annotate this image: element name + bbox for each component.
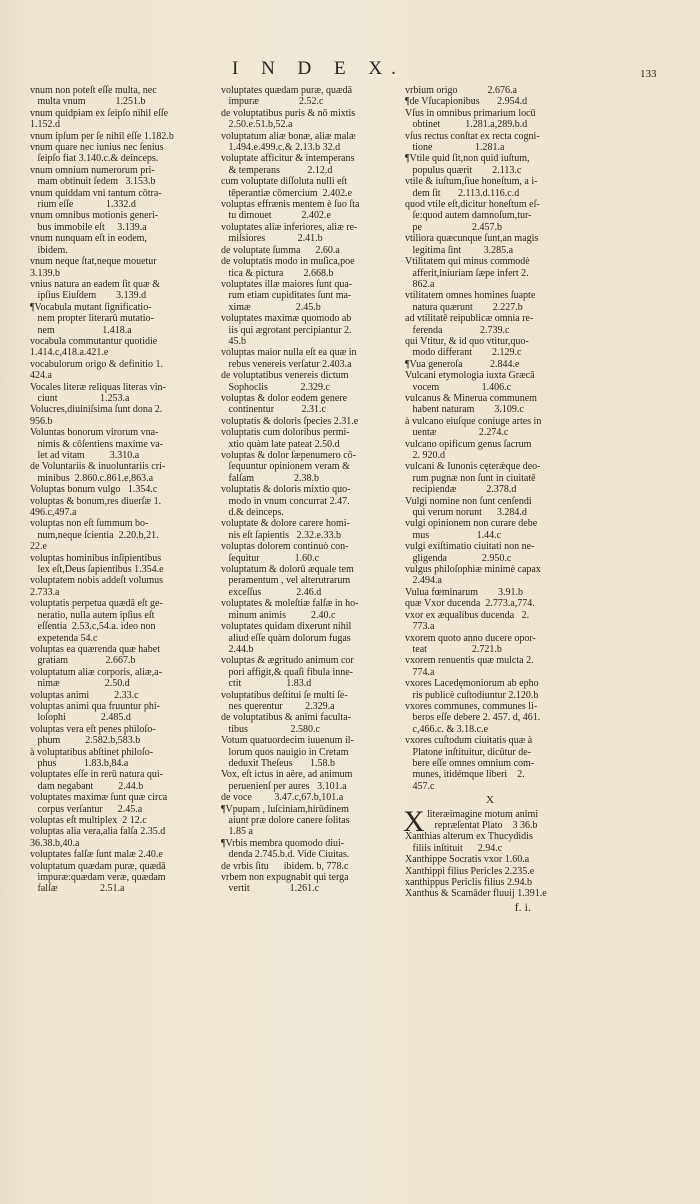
index-entry: ¶Vpupam , luſciniam,hirūdinem: [221, 803, 349, 815]
index-entry: rebus venereis verſatur 2.403.a: [221, 358, 352, 370]
index-entry: nem propter literarū mutatio-: [30, 313, 154, 325]
index-entry: peramentum , vel alterutrarum: [221, 575, 351, 587]
index-entry: Vulcani etymologia iuxta Græcā: [405, 370, 535, 382]
index-entry: bus immobile eſt 3.139.a: [30, 221, 147, 233]
index-entry: 1.85 a: [221, 826, 253, 838]
index-entry: vulcani & Iunonis cęterǽque deo-: [405, 461, 541, 473]
index-entry: falſæ 2.51.a: [30, 883, 125, 895]
index-entry: rium eſſe 1.332.d: [30, 199, 136, 211]
index-entry: lorum quos nauigio in Cretam: [221, 746, 349, 758]
index-entry: ciunt 1.253.a: [30, 392, 130, 404]
index-entry: 862.a: [405, 278, 435, 290]
index-entry: voluptas ea quærenda quæ habet: [30, 643, 160, 655]
index-entry: 2. 920.d: [405, 450, 445, 461]
index-entry: vnum quidpiam ex ſeipſo nihil eſſe: [30, 107, 169, 119]
drop-cap-x: X: [403, 804, 425, 838]
index-entry: ris publicè cuſtodiuntur 2.120.b: [405, 689, 539, 701]
index-entry: Xanthias alterum ex Thucydidis: [405, 831, 533, 843]
index-entry: voluptatis perpetua quædā eſt ge-: [30, 598, 163, 610]
index-entry: beros eſſe debere 2. 457. d, 461.: [405, 712, 541, 724]
index-entry: modo differant 2.129.c: [405, 347, 522, 359]
index-entry: multa vnum 1.251.b: [30, 96, 146, 108]
index-entry: denda 2.745.b.d. Vide Ciuitas.: [221, 849, 350, 861]
index-entry: gratiam 2.667.b: [30, 655, 136, 667]
index-entry: obtinet 1.281.a,289.b.d: [405, 119, 528, 131]
signature-mark: f. i.: [514, 899, 531, 914]
index-entry: natura quærunt 2.227.b: [405, 301, 523, 313]
index-entry: 3.139.b: [30, 267, 60, 279]
index-entry: afferit,iniuriam ſæpe infert 2.: [405, 267, 529, 279]
index-entry: vulgi exiſtimatio ciuitati non ne-: [405, 541, 535, 553]
index-entry: quod vtile eſt,dicitur honeſtum eſ-: [405, 199, 540, 211]
index-entry: Voluntas bonorum virorum vna-: [30, 427, 159, 439]
index-entry: recipiendæ 2.378.d: [405, 484, 517, 496]
index-entry: let ad vitam 3.310.a: [30, 450, 140, 461]
page-title: I N D E X.: [232, 58, 405, 79]
index-entry: vnius natura an eadem ſit quæ &: [30, 278, 160, 290]
index-entry: vtilitatem omnes homines ſuapte: [405, 290, 536, 302]
index-entry: 36.38.b,40.a: [30, 837, 80, 849]
index-entry: de voce 3.47.c,67.b,101.a: [221, 792, 344, 804]
index-entry: de vrbis ſitu ibidem. b, 778.c: [221, 860, 349, 872]
index-entry: ¶Vua generoſa 2.844.e: [405, 358, 520, 370]
index-entry: vtile & iuſtum,ſiue honeſtum, a i-: [405, 176, 538, 188]
index-entry: voluptatem nobis addeſt volumus: [30, 575, 164, 587]
index-entry: Vulgi nomine non ſunt cenſendi: [405, 495, 532, 507]
index-entry: nes querentur 2.329.a: [221, 700, 335, 712]
index-entry: legitima ſint 3.285.a: [405, 244, 514, 256]
index-entry: bere eſſe omnes omnium com-: [405, 757, 535, 769]
index-entry: vnum ipſum per ſe nihil eſſe 1.182.b: [30, 130, 174, 142]
index-entry: minibus 2.860.c.861.e,863.a: [30, 472, 154, 484]
index-entry: expetenda 54.c: [30, 632, 98, 644]
index-entry: vrbium origo 2.676.a: [405, 85, 517, 96]
index-entry: voluptates eſſe in rerū natura qui-: [30, 769, 164, 781]
index-entry: 956.b: [30, 415, 53, 427]
index-entry: vnum neque ſtat,neque mouetur: [30, 256, 157, 268]
section-x-entries: [405, 831, 575, 899]
index-entry: Sophoclis 2.329.c: [221, 381, 330, 393]
index-entry: xanthippus Periclis filius 2.94.b: [405, 877, 532, 889]
index-entry: d.& deinceps.: [221, 507, 284, 519]
index-entry: voluptatis & doloris mixtio quo-: [221, 484, 351, 496]
index-entry: nis eſt ſapientis 2.32.e.33.b: [221, 529, 341, 541]
index-entry: literæimagine motum animi: [427, 808, 539, 820]
index-entry: vxorem quoto anno ducere opor-: [405, 632, 536, 644]
index-entry: gligenda 2.950.c: [405, 552, 512, 564]
index-entry: voluptas dolorem continuò con-: [221, 541, 349, 553]
index-entry: tu dimouet 2.402.e: [221, 210, 331, 222]
index-entry: voluptas maior nulla eſt ea quæ in: [221, 347, 357, 359]
index-entry: pe 2.457.b: [405, 221, 502, 233]
index-entry: mam obtinuit ſedem 3.153.b: [30, 176, 156, 188]
index-entry: voluptate & dolore carere homi-: [221, 518, 350, 530]
index-entry: de voluptatibus venereis dictum: [221, 370, 349, 382]
index-entry: 1.414.c,418.a.421.e: [30, 347, 109, 359]
index-entry: de voluptatibus & animi faculta-: [221, 712, 351, 724]
index-entry: voluptatibus deſtitui ſe multi ſe-: [221, 689, 348, 701]
index-entry: 1.152.d: [30, 119, 60, 131]
index-entry: 2.494.a: [405, 575, 442, 587]
index-entry: 45.b: [221, 335, 246, 347]
index-entry: rum etiam cupiditates ſunt ma-: [221, 290, 352, 302]
index-entry: vulgi opinionem non curare debe: [405, 518, 538, 530]
index-entry: vnum non poteſt eſſe multa, nec: [30, 85, 157, 96]
index-entry: voluptatum quædam puræ, quædā: [30, 860, 166, 872]
x-initial-entry-lines: [405, 809, 575, 832]
index-entry: ¶Vtile quid ſit,non quid iuſtum,: [405, 153, 530, 165]
index-entry: repræſentat Plato 3 36.b: [427, 820, 538, 831]
index-entry: de Voluntariis & inuoluntariis cri-: [30, 461, 166, 473]
index-entry: c,466.c. & 3.18.c.e: [405, 723, 489, 735]
index-entry: voluptates & moleſtiæ falſæ in ho-: [221, 598, 359, 610]
index-entry: 2.50.e.51.b,52.a: [221, 119, 293, 131]
index-entry: rum pugnæ non ſunt in ciuitatē: [405, 472, 536, 484]
index-entry: num,neque ſcientia 2.20.b,21.: [30, 529, 159, 541]
index-entry: 2.733.a: [30, 586, 60, 598]
index-entry: falſam 2.38.b: [221, 472, 320, 484]
index-column-3: [405, 85, 575, 913]
index-entry: voluptates aliæ inferiores, aliæ re-: [221, 221, 358, 233]
index-entry: exceſſus 2.46.d: [221, 586, 322, 598]
index-entry: populus quærit 2.113.c: [405, 164, 522, 176]
index-entry: de voluptate ſumma 2.60.a: [221, 244, 340, 256]
index-entry: vnum nunquam eſt in eodem,: [30, 233, 147, 245]
index-entry: dam negabant 2.44.b: [30, 780, 144, 792]
index-entry: vulcano opificum genus ſacrum: [405, 438, 532, 450]
index-entry: voluptas & bonum,res diuerſæ 1.: [30, 495, 162, 507]
index-entry: vnum quiddam vni tantum cōtra-: [30, 187, 162, 199]
index-entry: Vox, eſt ictus in aëre, ad animum: [221, 769, 353, 781]
page-header: [0, 58, 700, 84]
index-entry: munes, itidémque liberi 2.: [405, 769, 525, 781]
index-entry: Vſus in omnibus primarium locū: [405, 107, 536, 119]
index-entry: vulcanus & Minerua communem: [405, 392, 537, 404]
index-entry: voluptates quidam dixerunt nihil: [221, 621, 352, 633]
index-entry: voluptatum aliæ bonæ, aliæ malæ: [221, 130, 356, 142]
index-entry: Xanthippi filius Pericles 2.235.e: [405, 865, 535, 877]
index-entry: voluptas effrænis mentem è ſuo ſta: [221, 199, 360, 211]
index-entry: voluptas vera eſt penes philoſo-: [30, 723, 156, 735]
index-entry: voluptas & ægritudo animum cor: [221, 655, 354, 667]
index-entry: voluptas animi 2.33.c: [30, 689, 139, 701]
index-entry: aiunt præ dolore canere ſolitas: [221, 815, 350, 826]
index-entry: tibus 2.580.c: [221, 723, 320, 735]
index-entry: ſequuntur opinionem veram &: [221, 461, 350, 473]
index-entry: ſe:quod autem damnoſum,tur-: [405, 210, 532, 222]
index-entry: ¶Vocabula mutant ſignificatio-: [30, 301, 152, 313]
index-entry: & temperans 2.12.d: [221, 164, 333, 176]
index-entry: nem 1.418.a: [30, 324, 132, 336]
index-entry: vrbem non expugnabit qui terga: [221, 872, 349, 884]
index-entry: vxorem renuentis quæ mulcta 2.: [405, 655, 534, 667]
index-entry: voluptates maximæ quomodo ab: [221, 313, 352, 325]
index-entry: tica & pictura 2.668.b: [221, 267, 334, 279]
index-entry: voluptatis cum doloribus permi-: [221, 427, 350, 439]
index-entry: Vulua fœminarum 3.91.b: [405, 586, 523, 598]
index-entry: vxores cuſtodum ciuitatis quæ à: [405, 735, 533, 747]
index-entry: voluptas alia vera,alia falſa 2.35.d: [30, 826, 166, 838]
index-entry: qui Vtitur, & id quo vtitur,quo-: [405, 335, 529, 347]
section-heading-x: X: [486, 794, 494, 807]
index-column-1: [30, 85, 202, 895]
index-entry: qui verum norunt 3.284.d: [405, 507, 527, 519]
index-entry: impuræ 2.52.c: [221, 96, 324, 108]
index-entry: tione 1.281.a: [405, 142, 505, 154]
index-entry: phum 2.582.b,583.b: [30, 735, 141, 747]
index-entry: vxores Lacedęmoniorum ab epho: [405, 678, 539, 690]
index-entry: vnum omnium numerorum pri-: [30, 164, 155, 176]
index-entry: voluptates illæ maiores ſunt qua-: [221, 278, 353, 290]
index-entry: vxores communes, communes li-: [405, 700, 538, 712]
index-entry: 774.a: [405, 666, 435, 678]
index-entry: ferenda 2.739.c: [405, 324, 510, 336]
index-entry: ctit 1.83.d: [221, 678, 312, 690]
page-number: 133: [640, 68, 657, 80]
index-entry: de voluptatis modo in muſica,poe: [221, 256, 355, 268]
index-entry: eſſentia 2.53.c,54.a. ideo non: [30, 621, 156, 633]
index-entry: ſequitur 1.60.c: [221, 552, 320, 564]
index-entry: ibidem.: [30, 244, 68, 256]
index-entry: ipſius Eiuſdem 3.139.d: [30, 290, 147, 302]
index-entry: modo in vnum concurrat 2.47.: [221, 495, 350, 507]
index-entry: habent naturam 3.109.c: [405, 404, 524, 416]
index-entry: voluptas & dolor eodem genere: [221, 392, 348, 404]
index-entry: Vtilitatem qui minus commodè: [405, 256, 530, 268]
index-entry: filiis inſtituit 2.94.c: [405, 842, 503, 854]
index-entry: voluptatum & dolorū æquale tem: [221, 564, 354, 576]
index-entry: deduxit Theſeus 1.58.b: [221, 757, 335, 769]
index-entry: voluptatum aliæ corporis, aliæ,a-: [30, 666, 162, 678]
index-entry: vocabulorum origo & definitio 1.: [30, 358, 164, 370]
index-entry: phus 1.83.b,84.a: [30, 757, 129, 769]
index-entry: vſus rectus conſtat ex recta cogni-: [405, 130, 540, 142]
index-entry: voluptas non eſt ſummum bo-: [30, 518, 149, 530]
index-entry: vertit 1.261.c: [221, 883, 320, 895]
index-entry: mus 1.44.c: [405, 529, 502, 541]
index-entry: uentæ 2.274.c: [405, 427, 509, 439]
index-entry: Vocales literæ reliquas literas vin-: [30, 381, 166, 393]
index-entry: à vulcano eiuſque coniuge artes in: [405, 415, 542, 427]
index-entry: Xanthippe Socratis vxor 1.60.a: [405, 854, 530, 866]
index-entry: vnum omnibus motionis generi-: [30, 210, 159, 222]
index-entry: quæ Vxor ducenda 2.773.a,774.: [405, 598, 535, 610]
index-entry: cum voluptate diſſoluta nulli eſt: [221, 176, 348, 188]
index-entry: peruenienſ per aures 3.101.a: [221, 780, 347, 792]
index-entry: ad vtilitatē reipublicæ omnia re-: [405, 313, 534, 325]
index-entry: neratio, nulla autem ipſius eſt: [30, 609, 155, 621]
index-entry: ximæ 2.45.b: [221, 301, 321, 313]
index-entry: 496.c,497.a: [30, 507, 77, 519]
index-entry: vulgus philoſophiæ minimè capax: [405, 564, 541, 576]
index-entry: tēperantiæ cōmercium 2.402.e: [221, 187, 353, 199]
index-entry: vxor ex æqualibus ducenda 2.: [405, 609, 530, 621]
index-entry: voluptas animi qua fruuntur phi-: [30, 700, 160, 712]
index-entry: corpus verſantur 2.45.a: [30, 803, 143, 815]
index-entry: teat 2.721.b: [405, 643, 502, 655]
index-entry: voluptate afficitur & intemperans: [221, 153, 355, 165]
index-entry: ſeipſo fiat 3.140.c.& deinceps.: [30, 153, 159, 165]
index-entry: loſophi 2.485.d: [30, 712, 131, 724]
index-column-2: [221, 85, 392, 895]
index-entry: Votum quatuordecim iuuenum il-: [221, 735, 354, 747]
index-entry: Volucres,diuiniſsima ſunt dona 2.: [30, 404, 163, 416]
index-entry: lex eſt,Deus ſapientibus 1.354.e: [30, 564, 164, 576]
index-entry: voluptas eſt multiplex 2 12.c: [30, 815, 147, 826]
index-entry: voluptates maximæ ſunt quæ circa: [30, 792, 168, 804]
index-entry: de voluptatibus puris & nō mixtis: [221, 107, 356, 119]
index-entry: voluptas & dolor ſæpenumero cō-: [221, 450, 356, 461]
index-entry: miſsiores 2.41.b: [221, 233, 323, 245]
index-entry: xtio quàm late pateat 2.50.d: [221, 438, 340, 450]
index-entry: iis qui ægrotant percipiantur 2.: [221, 324, 352, 336]
index-entry: nimis & cōſentiens maxime va-: [30, 438, 164, 450]
index-column-3-entries: [405, 85, 575, 792]
index-entry: nimæ 2.50.d: [30, 678, 130, 690]
index-entry: 457.c: [405, 780, 435, 792]
index-entry: continentur 2.31.c: [221, 404, 326, 416]
index-entry: ¶Vrbis membra quomodo diui-: [221, 837, 345, 849]
index-entry: minum animis 2.40.c: [221, 609, 336, 621]
index-entry: à voluptatibus abſtinet philoſo-: [30, 746, 154, 758]
index-entry: aliud eſſe quàm dolorum fugas: [221, 632, 351, 644]
index-entry: Xanthus & Scamāder fluuij 1.391.e: [405, 888, 547, 900]
index-entry: pori affigit,& quaſi fibula inne-: [221, 666, 354, 678]
index-entry: voluptatis & doloris ſpecies 2.31.e: [221, 415, 359, 427]
index-entry: 424.a: [30, 370, 52, 382]
index-entry: 1.494.e.499.c.& 2.13.b 32.d: [221, 142, 341, 154]
index-entry: 22.e: [30, 541, 47, 553]
index-entry: 773.a: [405, 621, 435, 633]
index-entry: voluptates quædam puræ, quædā: [221, 85, 353, 96]
index-entry: voluptas hominibus inſipientibus: [30, 552, 162, 564]
index-entry: voluptates falſæ ſunt malæ 2.40.e: [30, 849, 163, 861]
index-entry: dem ſit 2.113.d.116.c.d: [405, 187, 520, 199]
index-entry: vocem 1.406.c: [405, 381, 512, 393]
index-entry: Voluptas bonum vulgo 1.354.c: [30, 484, 158, 496]
index-entry: ¶de Vſucapionibus 2.954.d: [405, 96, 528, 108]
index-entry: impuræ:quædam veræ, quædam: [30, 872, 166, 884]
index-entry: 2.44.b: [221, 643, 254, 655]
index-entry: Platone inſtituitur, dicūtur de-: [405, 746, 531, 758]
index-entry: vtiliora quæcunque ſunt,an magis: [405, 233, 539, 245]
index-entry: vocabula commutantur quotidie: [30, 335, 158, 347]
index-entry: vnum quare nec iunius nec ſenius: [30, 142, 164, 154]
